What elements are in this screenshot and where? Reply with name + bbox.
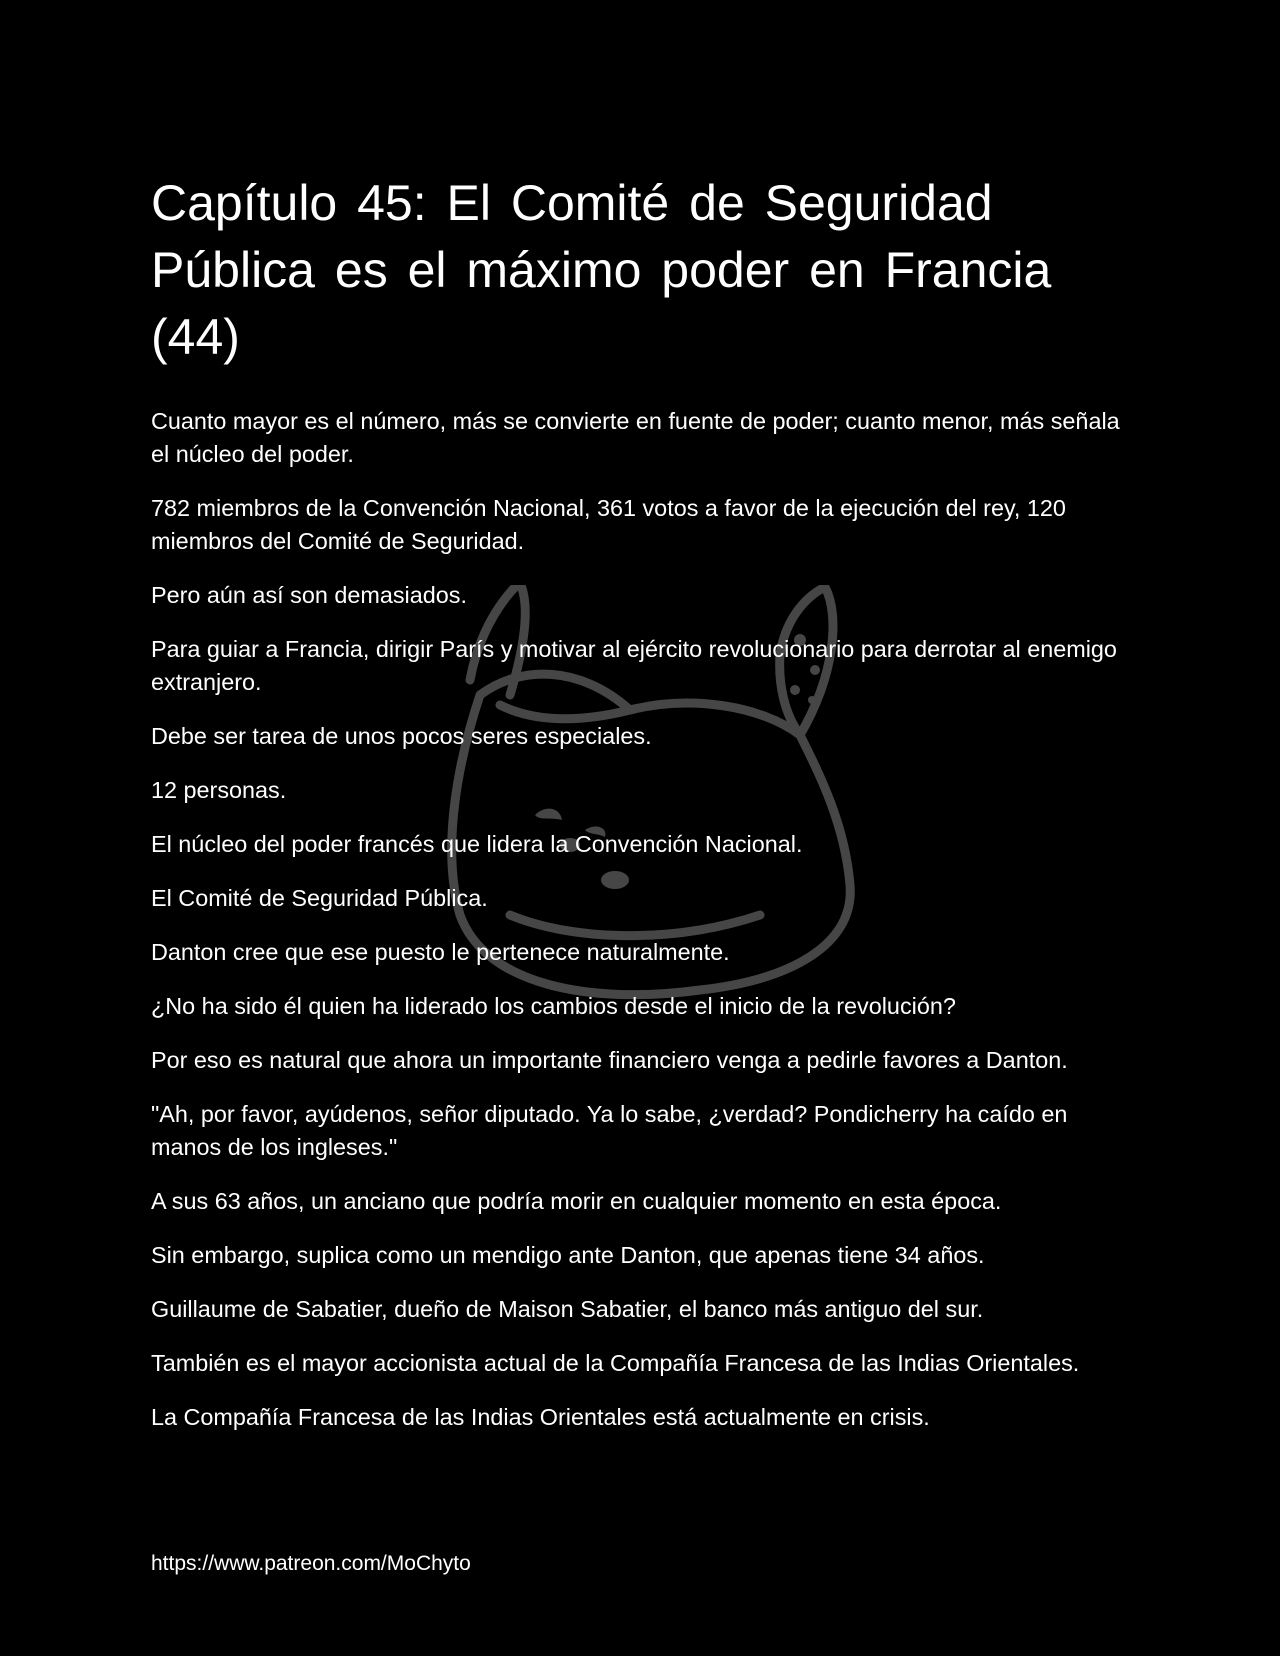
paragraph-3: Pero aún así son demasiados. (151, 582, 467, 608)
paragraph-15: Guillaume de Sabatier, dueño de Maison Sabatier, el banco más antiguo del sur. (151, 1296, 984, 1322)
paragraph-14: Sin embargo, suplica como un mendigo ante Danton, que apenas tiene 34 años. (151, 1242, 985, 1268)
patreon-link[interactable]: https://www.patreon.com/MoChyto (151, 1552, 471, 1575)
paragraph-9: Danton cree que ese puesto le pertenece naturalmente. (151, 939, 730, 965)
paragraph-1: Cuanto mayor es el número, más se convierte en fuente de poder; cuanto menor, más señala el núcleo del poder. (151, 408, 1120, 467)
paragraph-8: El Comité de Seguridad Pública. (151, 885, 488, 911)
paragraph-10: ¿No ha sido él quien ha liderado los cambios desde el inicio de la revolución? (151, 993, 956, 1019)
chapter-title: Capítulo 45: El Comité de Seguridad Pública es el máximo poder en Francia (44) (151, 175, 1052, 365)
paragraph-4: Para guiar a Francia, dirigir París y motivar al ejército revolucionario para derrotar al enemigo extranjero. (151, 636, 1117, 695)
paragraph-5: Debe ser tarea de unos pocos seres especiales. (151, 723, 652, 749)
paragraph-2: 782 miembros de la Convención Nacional, 361 votos a favor de la ejecución del rey, 120 miembros del Comité de Seguridad. (151, 495, 1066, 554)
paragraph-6: 12 personas. (151, 777, 287, 803)
paragraph-11: Por eso es natural que ahora un importante financiero venga a pedirle favores a Danton. (151, 1047, 1068, 1073)
paragraph-12: "Ah, por favor, ayúdenos, señor diputado. Ya lo sabe, ¿verdad? Pondicherry ha caído en manos de los ingleses." (151, 1101, 1068, 1160)
paragraph-13: A sus 63 años, un anciano que podría morir en cualquier momento en esta época. (151, 1188, 1002, 1214)
paragraph-17: La Compañía Francesa de las Indias Orientales está actualmente en crisis. (151, 1404, 930, 1430)
paragraph-16: También es el mayor accionista actual de la Compañía Francesa de las Indias Orientales. (151, 1350, 1080, 1376)
chapter-content (151, 170, 1131, 1455)
paragraph-7: El núcleo del poder francés que lidera la Convención Nacional. (151, 831, 803, 857)
